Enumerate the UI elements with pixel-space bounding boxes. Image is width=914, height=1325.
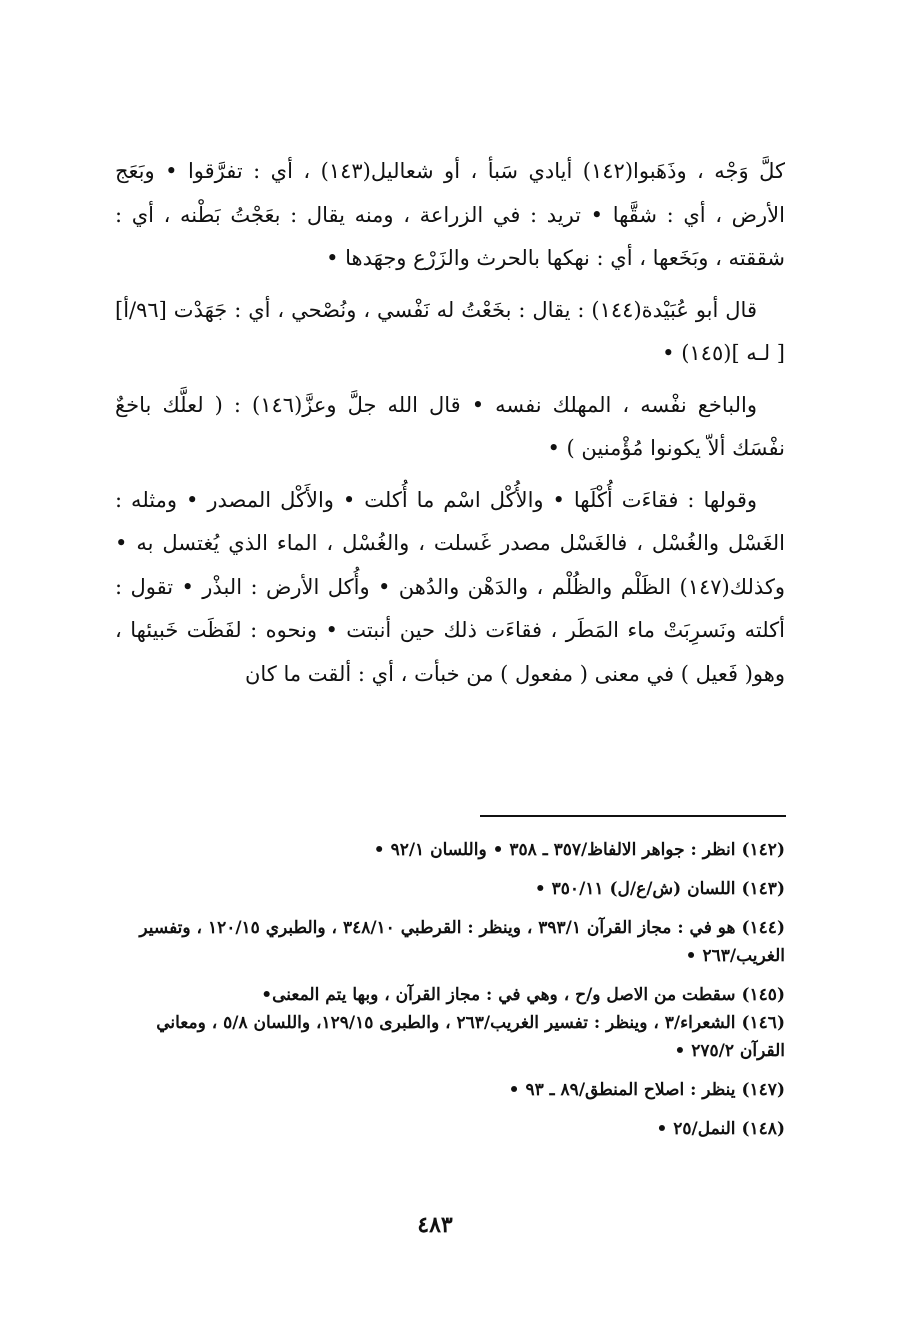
footnote-number: (١٤٤) bbox=[741, 918, 785, 938]
footnote-text: انظر : جواهر الالفاظ/٣٥٧ ـ ٣٥٨ • واللسان ٩٢/١ • bbox=[373, 840, 736, 860]
paragraph: وقولها : فقاءَت أُكْلَها • والأُكْل اسْم ما أُكلت • والأَكْل المصدر • ومثله : الغَسْل والغُسْل ، فالغَسْل مصدر غَسلت ، والغُسْل ، الماء الذي يُغتسل به • وكذلك(١٤٧) الظَلْم والظُلْم ، والدَهْن والدُهن • وأُكل الأرض : البذْر • تقول : أكلته ونَسرِبَتْ ماء المَطَر ، فقاءَت ذلك حين أنبتت • ونحوه : لفَظَت خَبيئها ، وهو( فَعيل ) في معنى ( مفعول ) من خبأت ، أي : ألقت ما كان bbox=[115, 487, 785, 686]
footnote-text: النمل/٢٥ • bbox=[656, 1119, 736, 1139]
footnote bbox=[115, 1076, 785, 1104]
main-text bbox=[115, 150, 785, 696]
footnote-number: (١٤٨) bbox=[741, 1119, 785, 1139]
footnote bbox=[115, 875, 785, 903]
footnote-separator bbox=[480, 815, 786, 817]
footnote-number: (١٤٣) bbox=[741, 879, 785, 899]
footnote-number: (١٤٢) bbox=[741, 840, 785, 860]
paragraph: قال أبو عُبَيْدة(١٤٤) : يقال : بخَعْتُ له نَفْسي ، ونُصْحي ، أي : جَهَدْت [٩٦/أ] [ لـه ](١٤٥) • bbox=[115, 297, 785, 365]
footnote-text: اللسان (ش/ع/ل) ٣٥٠/١١ • bbox=[534, 879, 736, 899]
footnote bbox=[115, 1115, 785, 1143]
footnote-text: سقطت من الاصل و/ح ، وهي في : مجاز القرآن ، وبها يتم المعنى• bbox=[261, 985, 736, 1005]
footnote-text: الشعراء/٣ ، وينظر : تفسير الغريب/٢٦٣ ، والطبرى ١٢٩/١٥، واللسان ٥/٨ ، ومعاني القرآن ٢٧٥/٢ • bbox=[156, 1013, 785, 1061]
paragraph: كلَّ وَجْه ، وذَهَبوا(١٤٢) أيادي سَبأ ، أو شعاليل(١٤٣) ، أي : تفرَّقوا • وبَعَج الأرض ، أي : شقَّها • تريد : في الزراعة ، ومنه يقال : بعَجْتُ بَطْنه ، أي : شققته ، وبَخَعها ، أي : نهكها بالحرث والزَرْع وجهَدها • bbox=[115, 159, 785, 270]
page-number: ٤٨٣ bbox=[417, 1212, 453, 1238]
paragraph: والباخع نفْسه ، المهلك نفسه • قال الله جلَّ وعزَّ(١٤٦) : ( لعلَّك باخعٌ نفْسَك ألاّ يكونوا مُؤْمنين ) • bbox=[115, 392, 785, 460]
footnote-number: (١٤٧) bbox=[741, 1080, 785, 1100]
footnotes bbox=[115, 836, 785, 1154]
footnote-text: هو في : مجاز القرآن ٣٩٣/١ ، وينظر : القرطبي ٣٤٨/١٠ ، والطبري ١٢٠/١٥ ، وتفسير الغريب/٢٦٣ • bbox=[139, 918, 785, 966]
footnote-number: (١٤٦) bbox=[741, 1013, 785, 1033]
footnote bbox=[115, 914, 785, 970]
footnote bbox=[115, 836, 785, 864]
footnote-number: (١٤٥) bbox=[741, 985, 785, 1005]
footnote bbox=[115, 1009, 785, 1065]
footnote bbox=[115, 981, 785, 1009]
footnote-text: ينظر : اصلاح المنطق/٨٩ ـ ٩٣ • bbox=[508, 1080, 736, 1100]
